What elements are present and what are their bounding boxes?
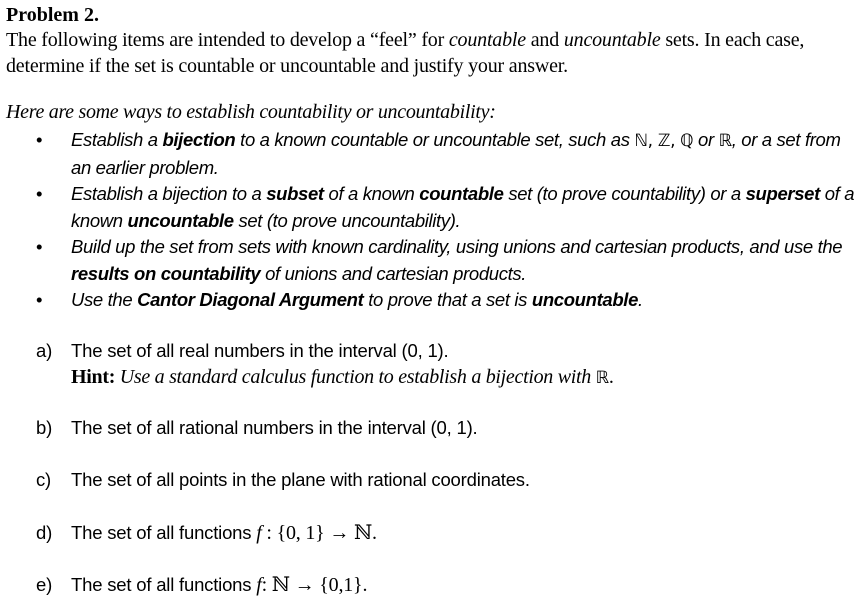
emphasis: uncountable [531, 289, 639, 310]
intro-text: sets. In each case, determine if the set is countable or uncountable and justify your answer. [6, 29, 805, 77]
text: of a known [71, 183, 855, 231]
hint-text: Use a standard calculus function to establish a bijection with [115, 366, 596, 388]
reals-symbol: ℝ [595, 368, 609, 388]
problem-intro [6, 27, 854, 79]
problem-title: Problem 2. [6, 4, 99, 26]
methods-list [0, 127, 856, 314]
text: set (to prove uncountability). [233, 209, 461, 231]
item-label: c) [36, 469, 52, 490]
item-e [36, 572, 367, 597]
function-symbol: f [256, 574, 262, 596]
text: Establish a bijection to a [71, 183, 267, 204]
method-build-up [0, 234, 856, 287]
text: . [608, 366, 614, 388]
item-text: The set of all functions [71, 522, 257, 543]
intro-countable: countable [448, 29, 526, 51]
emphasis: Cantor Diagonal Argument [137, 289, 364, 310]
math-text: : ℕ → {0,1}. [261, 574, 368, 596]
bullet-icon: • [36, 289, 43, 310]
item-label: a) [36, 340, 53, 361]
item-label: b) [36, 417, 53, 438]
hint-a [71, 366, 614, 389]
item-text: The set of all points in the plane with rational coordinates. [71, 469, 530, 490]
text: of a known [323, 183, 420, 204]
math-expression [256, 522, 377, 544]
text: set (to prove countability) or a [503, 183, 746, 204]
emphasis: bijection [162, 129, 236, 150]
bullet-icon: • [36, 236, 43, 257]
method-bijection [0, 127, 856, 181]
method-cantor [0, 287, 856, 314]
emphasis: subset [266, 183, 324, 204]
text: to a known countable or uncountable set, such as [235, 129, 635, 150]
text: Build up the set from sets with known cardinality, using unions and cartesian products, and use the [71, 236, 843, 257]
item-text: The set of all real numbers in the interval (0, 1). [71, 340, 449, 361]
function-symbol: f [256, 522, 262, 544]
item-text: The set of all functions [71, 574, 257, 595]
text: Establish a [71, 129, 163, 150]
emphasis: superset [745, 183, 820, 204]
bullet-icon: • [36, 129, 43, 150]
method-subset-superset [0, 181, 856, 234]
item-d [36, 520, 377, 545]
emphasis: countable [419, 183, 504, 204]
item-label: e) [36, 574, 53, 595]
item-a [36, 340, 448, 362]
intro-text: and [525, 29, 564, 51]
emphasis: results on countability [71, 262, 261, 284]
number-sets: ℕ, ℤ, ℚ [634, 131, 694, 151]
methods-heading: Here are some ways to establish countability or uncountability: [6, 101, 496, 123]
math-expression [256, 574, 367, 596]
reals-symbol: ℝ [718, 131, 732, 151]
math-text: : {0, 1} → ℕ. [261, 522, 377, 544]
text: . [638, 289, 643, 310]
intro-text: The following items are intended to develop a “feel” for [6, 29, 449, 51]
item-b [36, 417, 477, 439]
item-label: d) [36, 522, 53, 543]
text: or [693, 129, 719, 150]
bullet-icon: • [36, 183, 43, 204]
text: Use the [71, 289, 138, 310]
text: to prove that a set is [363, 289, 532, 310]
text: , or a set from an earlier problem. [71, 129, 841, 178]
item-c [36, 469, 530, 491]
text: of unions and cartesian products. [260, 262, 527, 284]
emphasis: uncountable [127, 209, 234, 231]
hint-label: Hint: [71, 366, 116, 388]
item-text: The set of all rational numbers in the interval (0, 1). [71, 417, 478, 438]
intro-uncountable: uncountable [563, 29, 661, 51]
